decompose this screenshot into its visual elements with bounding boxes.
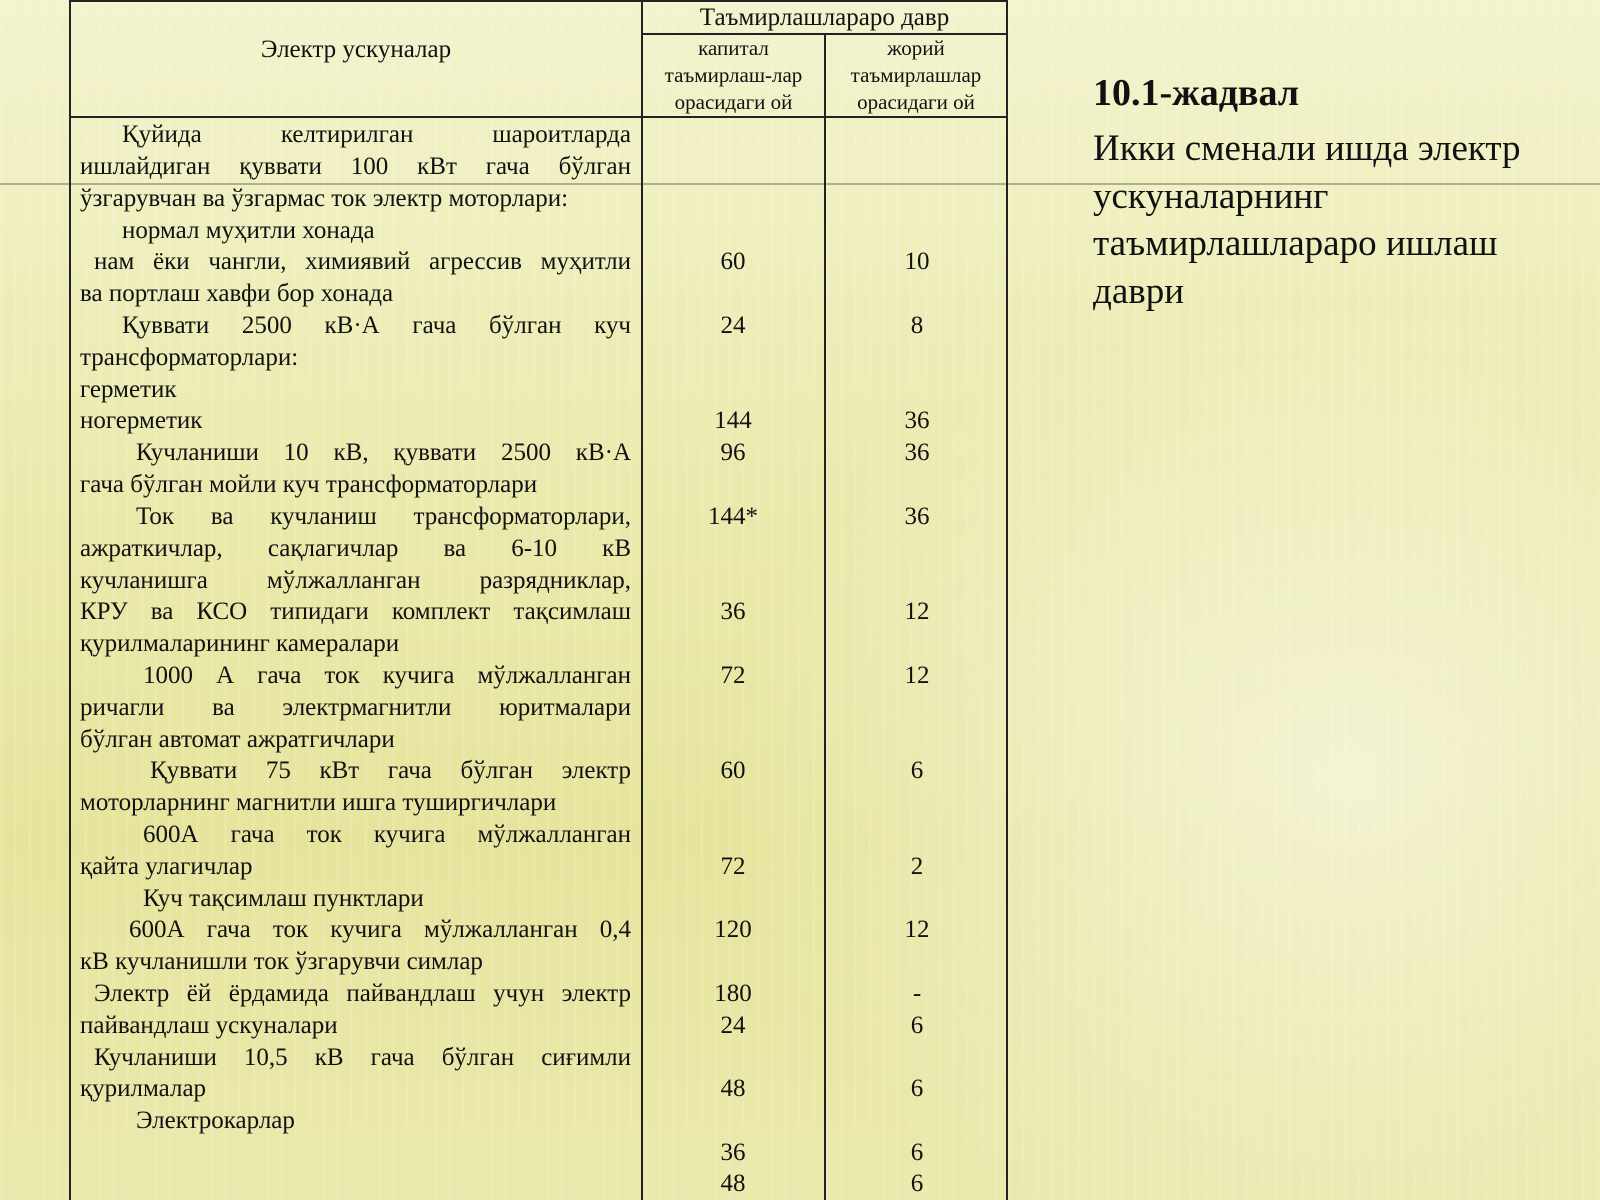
desc-line: 600А гача ток кучига мўлжалланган <box>143 821 631 848</box>
table-caption-title: 10.1-жадвал <box>1093 72 1300 114</box>
header-capital-repair <box>643 35 824 116</box>
capital-value: 36 <box>720 598 746 625</box>
current-value: 6 <box>910 1170 924 1197</box>
header-capital-line: орасидаги ой <box>674 90 793 114</box>
desc-line: нормал муҳитли хонада <box>122 217 375 244</box>
desc-line: гача бўлган мойли куч трансформаторлари <box>80 471 538 498</box>
desc-line: қурилмалар <box>80 1075 207 1102</box>
table-caption-text: Икки сменали ишда электр ускуналарнинг таъмирлашлараро ишлаш даври <box>1093 128 1521 312</box>
desc-line: ногерметик <box>80 407 203 434</box>
desc-line: Куч тақсимлаш пунктлари <box>143 885 424 912</box>
table-border-right <box>1006 0 1008 1200</box>
capital-value: 72 <box>720 662 746 689</box>
capital-value: 36 <box>720 1139 746 1166</box>
desc-line: Электр ёй ёрдамида пайвандлаш учун электр <box>94 980 631 1007</box>
desc-line: нам ёки чангли, химиявий агрессив муҳитли <box>94 248 631 275</box>
desc-line: Қуввати 75 кВт гача бўлган электр <box>150 757 631 784</box>
capital-value: 48 <box>720 1075 746 1102</box>
current-value: 6 <box>910 1012 924 1039</box>
desc-line: Ток ва кучланиш трансформаторлари, <box>136 503 631 530</box>
desc-line: пайвандлаш ускуналари <box>80 1012 338 1039</box>
desc-line: ва портлаш хавфи бор хонада <box>80 280 394 307</box>
desc-line: ишлайдиган қуввати 100 кВт гача бўлган <box>80 153 631 180</box>
desc-line: ўзгарувчан ва ўзгармас ток электр моторлари: <box>80 185 569 212</box>
current-value: 10 <box>904 248 930 275</box>
capital-value: 60 <box>720 757 746 784</box>
header-capital-line: таъмирлаш-лар <box>664 63 803 87</box>
desc-line: ажраткичлар, сақлагичлар ва 6-10 кВ <box>80 535 631 562</box>
current-value: 8 <box>910 312 924 339</box>
header-current-line: жорий <box>887 36 945 60</box>
table-border-left <box>69 0 71 1200</box>
header-bottom-border <box>69 116 1008 118</box>
header-current-line: орасидаги ой <box>857 90 975 114</box>
capital-value: 72 <box>720 853 746 880</box>
capital-value: 48 <box>720 1170 746 1197</box>
current-value: 12 <box>904 916 930 943</box>
desc-line: герметик <box>80 376 177 403</box>
table-divider-1 <box>641 0 643 1200</box>
capital-value: 24 <box>720 312 746 339</box>
current-value: 2 <box>910 853 924 880</box>
current-value: 6 <box>910 1075 924 1102</box>
desc-line: КРУ ва КСО типидаги комплект тақсимлаш <box>80 598 631 625</box>
desc-line: қайта улагичлар <box>80 853 253 880</box>
current-value: 36 <box>904 503 930 530</box>
current-value: 6 <box>910 1139 924 1166</box>
capital-value: 60 <box>720 248 746 275</box>
header-current-repair <box>826 35 1006 116</box>
table-divider-2 <box>824 34 826 1200</box>
current-value: 6 <box>910 757 924 784</box>
current-value: 12 <box>904 662 930 689</box>
desc-line: Қуйида келтирилган шароитларда <box>122 121 631 148</box>
table-border-top <box>69 0 1008 2</box>
header-equipment: Электр ускуналар <box>260 36 452 63</box>
desc-line: қурилмаларининг камералари <box>80 630 400 657</box>
current-value: 36 <box>904 439 930 466</box>
desc-line: 1000 А гача ток кучига мўлжалланган <box>143 662 631 689</box>
header-capital-line: капитал <box>698 36 769 60</box>
desc-line: кВ кучланишли ток ўзгарувчи симлар <box>80 948 483 975</box>
desc-line: трансформаторлари: <box>80 344 299 371</box>
capital-value: 24 <box>720 1012 746 1039</box>
desc-line: Электрокарлар <box>136 1107 295 1134</box>
current-value: 12 <box>904 598 930 625</box>
desc-line: ричагли ва электрмагнитли юритмалари <box>80 694 631 721</box>
header-interrepair-period: Таъмирлашлараро давр <box>699 4 950 31</box>
current-value: 36 <box>904 407 930 434</box>
capital-value: 144* <box>708 503 758 530</box>
desc-line: Кучланиши 10 кВ, қуввати 2500 кВ·А <box>136 439 631 466</box>
desc-line: 600А гача ток кучига мўлжалланган 0,4 <box>129 916 631 943</box>
desc-line: кучланишга мўлжалланган разрядниклар, <box>80 567 631 594</box>
capital-value: 144 <box>714 407 752 434</box>
header-current-line: таъмирлашлар <box>850 63 982 87</box>
current-value: - <box>912 980 922 1007</box>
capital-value: 120 <box>714 916 752 943</box>
desc-line: Қуввати 2500 кВ·А гача бўлган куч <box>122 312 631 339</box>
capital-value: 96 <box>720 439 746 466</box>
desc-line: бўлган автомат ажратгичлари <box>80 726 395 753</box>
capital-value: 180 <box>714 980 752 1007</box>
desc-line: Кучланиши 10,5 кВ гача бўлган сиғимли <box>94 1044 631 1071</box>
desc-line: моторларнинг магнитли ишга туширгичлари <box>80 789 557 816</box>
